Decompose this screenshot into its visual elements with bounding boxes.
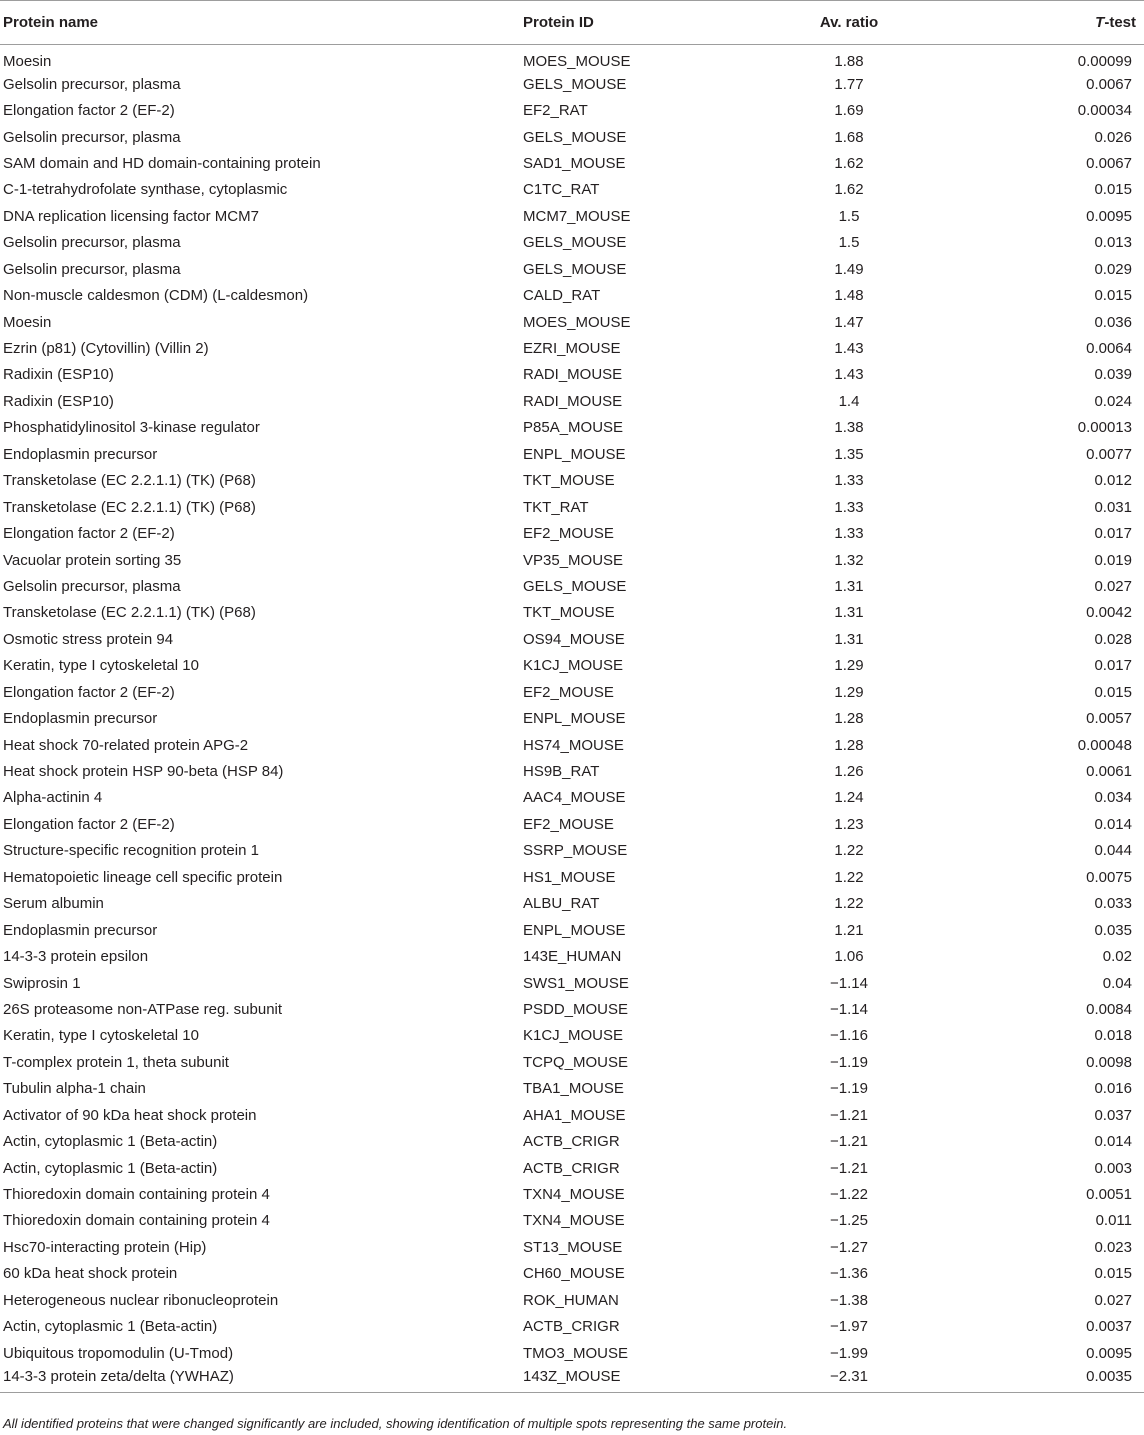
table-row	[0, 573, 1144, 599]
cell-protein-name: 60 kDa heat shock protein	[3, 1265, 178, 1283]
cell-av-ratio: 1.23	[834, 815, 864, 833]
cell-av-ratio: 1.24	[834, 789, 864, 807]
cell-protein-name: Elongation factor 2 (EF-2)	[3, 683, 175, 701]
cell-protein-name: Thioredoxin domain containing protein 4	[3, 1186, 270, 1204]
cell-av-ratio: −1.25	[830, 1212, 868, 1230]
cell-protein-name: Phosphatidylinositol 3-kinase regulator	[3, 419, 260, 437]
cell-av-ratio: 1.4	[838, 392, 860, 410]
cell-protein-id: GELS_MOUSE	[523, 75, 627, 93]
cell-protein-name: Actin, cytoplasmic 1 (Beta-actin)	[3, 1133, 218, 1151]
cell-t-test: 0.04	[1102, 974, 1132, 992]
table-row	[0, 1181, 1144, 1207]
cell-av-ratio: 1.5	[838, 207, 860, 225]
cell-av-ratio: −1.21	[830, 1133, 868, 1151]
cell-av-ratio: −1.27	[830, 1238, 868, 1256]
table-row	[0, 1023, 1144, 1049]
cell-protein-name: SAM domain and HD domain-containing protein	[3, 154, 321, 172]
cell-t-test: 0.0075	[1086, 868, 1132, 886]
cell-protein-id: CALD_RAT	[523, 287, 601, 305]
cell-av-ratio: −1.16	[830, 1027, 868, 1045]
table-row	[0, 1340, 1144, 1366]
cell-protein-id: TKT_MOUSE	[523, 604, 615, 622]
cell-protein-id: RADI_MOUSE	[523, 392, 623, 410]
cell-protein-name: Actin, cytoplasmic 1 (Beta-actin)	[3, 1159, 218, 1177]
table-row	[0, 1128, 1144, 1154]
cell-protein-name: Swiprosin 1	[3, 974, 81, 992]
cell-t-test: 0.027	[1094, 577, 1132, 595]
cell-protein-name: Structure-specific recognition protein 1	[3, 842, 259, 860]
cell-t-test: 0.029	[1094, 260, 1132, 278]
table-row	[0, 679, 1144, 705]
cell-t-test: 0.00048	[1077, 736, 1132, 754]
cell-t-test: 0.015	[1094, 181, 1132, 199]
cell-av-ratio: −1.97	[830, 1318, 868, 1336]
table-row	[0, 1049, 1144, 1075]
table-row	[0, 71, 1144, 97]
table-row	[0, 468, 1144, 494]
cell-protein-id: ENPL_MOUSE	[523, 921, 626, 939]
cell-t-test: 0.023	[1094, 1238, 1132, 1256]
cell-protein-name: Moesin	[3, 53, 52, 71]
cell-protein-name: Elongation factor 2 (EF-2)	[3, 525, 175, 543]
cell-protein-id: ENPL_MOUSE	[523, 710, 626, 728]
table-row	[0, 1261, 1144, 1287]
table-row	[0, 705, 1144, 731]
cell-protein-id: GELS_MOUSE	[523, 260, 627, 278]
cell-t-test: 0.011	[1095, 1212, 1132, 1230]
cell-protein-id: EF2_MOUSE	[523, 683, 614, 701]
cell-t-test: 0.0035	[943, 1366, 1144, 1392]
cell-protein-name: 14-3-3 protein zeta/delta (YWHAZ)	[0, 1366, 519, 1392]
table-row	[0, 1314, 1144, 1340]
cell-av-ratio: 1.28	[834, 736, 864, 754]
cell-protein-id: K1CJ_MOUSE	[523, 1027, 624, 1045]
cell-av-ratio: −1.19	[830, 1080, 868, 1098]
cell-protein-id: ACTB_CRIGR	[523, 1159, 620, 1177]
cell-protein-id: TBA1_MOUSE	[523, 1080, 624, 1098]
cell-t-test: 0.034	[1094, 789, 1132, 807]
cell-av-ratio: −1.38	[830, 1291, 868, 1309]
header-row	[0, 1, 1144, 45]
cell-protein-name: Endoplasmin precursor	[3, 921, 158, 939]
cell-protein-id: MOES_MOUSE	[523, 313, 631, 331]
cell-t-test: 0.0095	[1086, 207, 1132, 225]
table-row	[0, 1287, 1144, 1313]
cell-protein-id: EF2_MOUSE	[523, 525, 614, 543]
cell-t-test: 0.0057	[1086, 710, 1132, 728]
cell-av-ratio: 1.35	[834, 445, 864, 463]
cell-protein-id: ACTB_CRIGR	[523, 1318, 620, 1336]
cell-protein-name: Keratin, type I cytoskeletal 10	[3, 1027, 199, 1045]
cell-protein-id: HS74_MOUSE	[523, 736, 624, 754]
cell-protein-name: Endoplasmin precursor	[3, 710, 158, 728]
cell-protein-id: SAD1_MOUSE	[523, 154, 626, 172]
table-row	[0, 282, 1144, 308]
table-header	[0, 1, 1144, 45]
cell-protein-name: Heterogeneous nuclear ribonucleoprotein	[3, 1291, 279, 1309]
table-row	[0, 309, 1144, 335]
cell-protein-id: SSRP_MOUSE	[523, 842, 628, 860]
table-footnote: All identified proteins that were changed significantly are included, showing identification of multiple spots representing the same protein.	[3, 1416, 788, 1431]
table-row	[0, 653, 1144, 679]
table-row	[0, 943, 1144, 969]
cell-t-test: 0.0095	[1086, 1344, 1132, 1362]
cell-av-ratio: 1.29	[834, 683, 864, 701]
table-row	[0, 256, 1144, 282]
header-t-test-rest: -test	[1104, 14, 1136, 31]
cell-av-ratio: 1.21	[834, 921, 864, 939]
table-row	[0, 1234, 1144, 1260]
cell-protein-id: TCPQ_MOUSE	[523, 1053, 629, 1071]
cell-protein-name: Gelsolin precursor, plasma	[3, 577, 181, 595]
cell-protein-name: Gelsolin precursor, plasma	[3, 260, 181, 278]
cell-protein-name: C-1-tetrahydrofolate synthase, cytoplasmic	[3, 181, 288, 199]
cell-protein-id: TKT_MOUSE	[523, 472, 615, 490]
cell-av-ratio: 1.26	[834, 763, 864, 781]
cell-t-test: 0.035	[1094, 921, 1132, 939]
cell-t-test: 0.024	[1094, 392, 1132, 410]
cell-protein-name: Keratin, type I cytoskeletal 10	[3, 657, 199, 675]
table-row	[0, 1102, 1144, 1128]
table-row	[0, 970, 1144, 996]
table-row	[0, 891, 1144, 917]
cell-protein-id: VP35_MOUSE	[523, 551, 624, 569]
cell-av-ratio: 1.33	[834, 472, 864, 490]
cell-t-test: 0.016	[1094, 1080, 1132, 1098]
cell-t-test: 0.02	[1102, 948, 1132, 966]
cell-av-ratio: 1.22	[834, 868, 864, 886]
cell-protein-name: T-complex protein 1, theta subunit	[3, 1053, 229, 1071]
cell-protein-id: P85A_MOUSE	[523, 419, 624, 437]
cell-av-ratio: 1.62	[834, 154, 864, 172]
table-row	[0, 415, 1144, 441]
cell-av-ratio: 1.33	[834, 525, 864, 543]
cell-av-ratio: 1.32	[834, 551, 864, 569]
cell-av-ratio: 1.43	[834, 366, 864, 384]
cell-protein-id: GELS_MOUSE	[523, 577, 627, 595]
cell-protein-id: TKT_RAT	[523, 498, 589, 516]
table-row	[0, 547, 1144, 573]
header-protein-name: Protein name	[0, 1, 519, 45]
cell-protein-id: EF2_MOUSE	[523, 815, 614, 833]
cell-protein-id: C1TC_RAT	[523, 181, 600, 199]
cell-t-test: 0.012	[1094, 472, 1132, 490]
cell-protein-name: Ezrin (p81) (Cytovillin) (Villin 2)	[3, 340, 209, 358]
cell-av-ratio: 1.29	[834, 657, 864, 675]
cell-t-test: 0.018	[1094, 1027, 1132, 1045]
cell-t-test: 0.00013	[1077, 419, 1132, 437]
cell-protein-name: Activator of 90 kDa heat shock protein	[3, 1106, 257, 1124]
cell-av-ratio: −1.14	[830, 1000, 868, 1018]
cell-protein-name: 14-3-3 protein epsilon	[3, 948, 149, 966]
table-row	[0, 230, 1144, 256]
cell-av-ratio: −1.22	[830, 1186, 868, 1204]
cell-t-test: 0.0064	[1086, 340, 1132, 358]
cell-protein-name: DNA replication licensing factor MCM7	[3, 207, 259, 225]
cell-protein-name: Hsc70-interacting protein (Hip)	[3, 1238, 207, 1256]
cell-av-ratio: −1.14	[830, 974, 868, 992]
cell-av-ratio: 1.31	[834, 577, 864, 595]
cell-t-test: 0.033	[1094, 895, 1132, 913]
cell-protein-name: 26S proteasome non-ATPase reg. subunit	[3, 1000, 283, 1018]
cell-av-ratio: 1.77	[834, 75, 864, 93]
cell-protein-id: TMO3_MOUSE	[523, 1344, 629, 1362]
cell-protein-name: Ubiquitous tropomodulin (U-Tmod)	[3, 1344, 234, 1362]
table-row	[0, 1366, 1144, 1392]
table-body	[0, 45, 1144, 1393]
cell-av-ratio: 1.47	[834, 313, 864, 331]
cell-av-ratio: −1.36	[830, 1265, 868, 1283]
cell-protein-name: Transketolase (EC 2.2.1.1) (TK) (P68)	[3, 604, 256, 622]
cell-t-test: 0.037	[1094, 1106, 1132, 1124]
cell-av-ratio: 1.62	[834, 181, 864, 199]
table-row	[0, 97, 1144, 123]
cell-t-test: 0.0037	[1086, 1318, 1132, 1336]
table-row	[0, 996, 1144, 1022]
cell-protein-id: 143Z_MOUSE	[519, 1366, 755, 1392]
cell-t-test: 0.015	[1094, 287, 1132, 305]
cell-av-ratio: 1.5	[838, 234, 860, 252]
table-row	[0, 600, 1144, 626]
cell-protein-name: Serum albumin	[3, 895, 104, 913]
table-row	[0, 1155, 1144, 1181]
cell-av-ratio: 1.38	[834, 419, 864, 437]
cell-protein-id: HS1_MOUSE	[523, 868, 616, 886]
cell-protein-id: OS94_MOUSE	[523, 630, 625, 648]
cell-t-test: 0.00034	[1077, 102, 1132, 120]
cell-protein-name: Radixin (ESP10)	[3, 392, 114, 410]
cell-protein-name: Actin, cytoplasmic 1 (Beta-actin)	[3, 1318, 218, 1336]
cell-t-test: 0.003	[1094, 1159, 1132, 1177]
table-row	[0, 732, 1144, 758]
table-row	[0, 177, 1144, 203]
cell-t-test: 0.019	[1094, 551, 1132, 569]
cell-protein-id: HS9B_RAT	[523, 763, 600, 781]
cell-t-test: 0.0098	[1086, 1053, 1132, 1071]
cell-av-ratio: 1.49	[834, 260, 864, 278]
cell-protein-id: AHA1_MOUSE	[523, 1106, 626, 1124]
cell-protein-name: Non-muscle caldesmon (CDM) (L-caldesmon)	[3, 287, 309, 305]
cell-av-ratio: 1.31	[834, 604, 864, 622]
cell-protein-name: Moesin	[3, 313, 52, 331]
cell-protein-id: MOES_MOUSE	[523, 53, 631, 71]
cell-protein-name: Vacuolar protein sorting 35	[3, 551, 182, 569]
cell-av-ratio: −2.31	[755, 1366, 943, 1392]
cell-protein-name: Transketolase (EC 2.2.1.1) (TK) (P68)	[3, 472, 256, 490]
table-row	[0, 124, 1144, 150]
cell-t-test: 0.036	[1094, 313, 1132, 331]
cell-t-test: 0.044	[1094, 842, 1132, 860]
cell-t-test: 0.0077	[1086, 445, 1132, 463]
cell-av-ratio: 1.22	[834, 895, 864, 913]
cell-av-ratio: 1.33	[834, 498, 864, 516]
cell-av-ratio: 1.48	[834, 287, 864, 305]
cell-t-test: 0.015	[1094, 683, 1132, 701]
cell-protein-id: K1CJ_MOUSE	[523, 657, 624, 675]
table-row	[0, 758, 1144, 784]
cell-protein-id: MCM7_MOUSE	[523, 207, 631, 225]
cell-av-ratio: −1.19	[830, 1053, 868, 1071]
cell-protein-id: TXN4_MOUSE	[523, 1212, 625, 1230]
cell-protein-id: CH60_MOUSE	[523, 1265, 625, 1283]
cell-protein-name: Heat shock protein HSP 90-beta (HSP 84)	[3, 763, 284, 781]
cell-protein-name: Endoplasmin precursor	[3, 445, 158, 463]
cell-av-ratio: −1.21	[830, 1159, 868, 1177]
cell-protein-name: Hematopoietic lineage cell specific protein	[3, 868, 283, 886]
cell-protein-name: Gelsolin precursor, plasma	[3, 75, 181, 93]
table-row	[0, 811, 1144, 837]
cell-av-ratio: 1.43	[834, 340, 864, 358]
header-protein-id: Protein ID	[519, 1, 755, 45]
cell-t-test: 0.017	[1094, 657, 1132, 675]
cell-protein-name: Alpha-actinin 4	[3, 789, 103, 807]
cell-t-test: 0.0061	[1086, 763, 1132, 781]
cell-av-ratio: 1.88	[834, 53, 864, 71]
table-row	[0, 388, 1144, 414]
cell-t-test: 0.028	[1094, 630, 1132, 648]
cell-t-test: 0.00099	[1077, 53, 1132, 71]
cell-protein-id: ST13_MOUSE	[523, 1238, 623, 1256]
table-row	[0, 335, 1144, 361]
cell-protein-name: Tubulin alpha-1 chain	[3, 1080, 146, 1098]
cell-av-ratio: 1.22	[834, 842, 864, 860]
cell-protein-name: Elongation factor 2 (EF-2)	[3, 102, 175, 120]
cell-protein-name: Elongation factor 2 (EF-2)	[3, 815, 175, 833]
cell-protein-name: Osmotic stress protein 94	[3, 630, 174, 648]
cell-protein-id: SWS1_MOUSE	[523, 974, 629, 992]
table-row	[0, 203, 1144, 229]
cell-protein-id: 143E_HUMAN	[523, 948, 622, 966]
cell-protein-name: Transketolase (EC 2.2.1.1) (TK) (P68)	[3, 498, 256, 516]
header-t-test	[943, 1, 1144, 45]
table-row	[0, 626, 1144, 652]
cell-av-ratio: 1.28	[834, 710, 864, 728]
cell-protein-id: ENPL_MOUSE	[523, 445, 626, 463]
cell-t-test: 0.014	[1094, 815, 1132, 833]
cell-t-test: 0.039	[1094, 366, 1132, 384]
cell-protein-id: TXN4_MOUSE	[523, 1186, 625, 1204]
table-row	[0, 150, 1144, 176]
cell-av-ratio: 1.68	[834, 128, 864, 146]
cell-t-test: 0.0051	[1086, 1186, 1132, 1204]
cell-protein-name: Thioredoxin domain containing protein 4	[3, 1212, 270, 1230]
cell-protein-name: Radixin (ESP10)	[3, 366, 114, 384]
cell-t-test: 0.014	[1094, 1133, 1132, 1151]
table-row	[0, 45, 1144, 71]
cell-t-test: 0.031	[1094, 498, 1132, 516]
cell-t-test: 0.013	[1094, 234, 1132, 252]
cell-t-test: 0.015	[1094, 1265, 1132, 1283]
cell-t-test: 0.0042	[1086, 604, 1132, 622]
header-av-ratio: Av. ratio	[755, 1, 943, 45]
cell-t-test: 0.026	[1094, 128, 1132, 146]
table-row	[0, 785, 1144, 811]
cell-av-ratio: 1.31	[834, 630, 864, 648]
cell-t-test: 0.0067	[1086, 75, 1132, 93]
table-row	[0, 1208, 1144, 1234]
cell-protein-id: ALBU_RAT	[523, 895, 600, 913]
cell-av-ratio: −1.21	[830, 1106, 868, 1124]
cell-protein-id: AAC4_MOUSE	[523, 789, 626, 807]
table-row	[0, 494, 1144, 520]
cell-t-test: 0.017	[1094, 525, 1132, 543]
cell-protein-name: Gelsolin precursor, plasma	[3, 234, 181, 252]
cell-protein-id: GELS_MOUSE	[523, 234, 627, 252]
table-row	[0, 838, 1144, 864]
cell-protein-id: PSDD_MOUSE	[523, 1000, 629, 1018]
cell-protein-name: Heat shock 70-related protein APG-2	[3, 736, 249, 754]
table-row	[0, 1076, 1144, 1102]
cell-av-ratio: 1.06	[834, 948, 864, 966]
table-row	[0, 520, 1144, 546]
cell-av-ratio: −1.99	[830, 1344, 868, 1362]
table-row	[0, 917, 1144, 943]
cell-protein-id: EZRI_MOUSE	[523, 340, 621, 358]
header-t-test-italic: T	[1095, 14, 1105, 31]
cell-protein-id: EF2_RAT	[523, 102, 588, 120]
cell-t-test: 0.027	[1094, 1291, 1132, 1309]
table-row	[0, 441, 1144, 467]
table-row	[0, 362, 1144, 388]
cell-protein-name: Gelsolin precursor, plasma	[3, 128, 181, 146]
cell-protein-id: ACTB_CRIGR	[523, 1133, 620, 1151]
cell-t-test: 0.0084	[1086, 1000, 1132, 1018]
cell-t-test: 0.0067	[1086, 154, 1132, 172]
cell-protein-id: GELS_MOUSE	[523, 128, 627, 146]
cell-protein-id: ROK_HUMAN	[523, 1291, 619, 1309]
cell-protein-id: RADI_MOUSE	[523, 366, 623, 384]
cell-av-ratio: 1.69	[834, 102, 864, 120]
table-row	[0, 864, 1144, 890]
